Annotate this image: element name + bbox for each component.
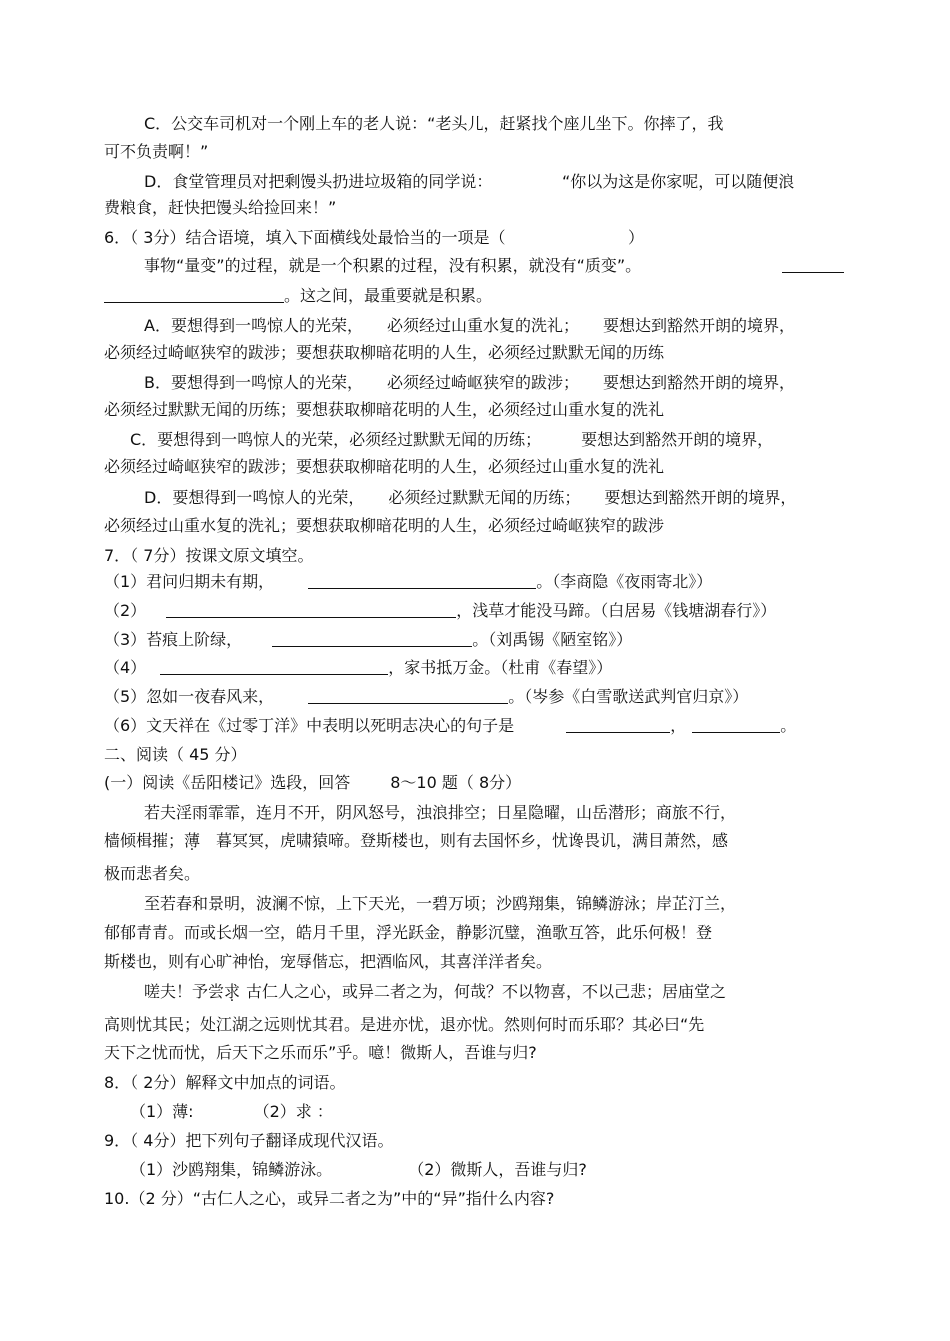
- question-6-option-b-line1: B．要想得到一鸣惊人的光荣， 必须经过崎岖狭窄的跋涉； 要想达到豁然开朗的境界，: [144, 373, 795, 392]
- question-5-option-d-line1b: “你以为这是你家呢，可以随便浪: [562, 172, 795, 191]
- passage-para-3-line3: 天下之忧而忧，后天下之乐而乐”乎。噫！微斯人，吾谁与归?: [104, 1043, 537, 1062]
- question-8-items: （1）薄: （2）求 ：: [130, 1102, 333, 1121]
- question-6-option-b-line2: 必须经过默默无闻的历练；要想获取柳暗花明的人生，必须经过山重水复的洗礼: [104, 400, 665, 419]
- passage-para-3-line1: 嗟夫！予尝求 古仁人之心，或异二者之为，何哉？不以物喜，不以己悲；居庙堂之: [144, 982, 727, 1001]
- passage-para-3-line2: 高则忧其民；处江湖之远则忧其君。是进亦忧，退亦忧。然则何时而乐耶？其必曰“先: [104, 1015, 705, 1034]
- question-5-option-c-line2: 可不负责啊！”: [104, 142, 209, 161]
- question-7-item-4: （4） ，家书抵万金。（杜甫《春望》）: [104, 658, 613, 677]
- passage-para-2-line1: 至若春和景明，波澜不惊，上下天光，一碧万顷；沙鸥翔集，锦鳞游泳；岸芷汀兰，: [144, 894, 737, 913]
- dotted-word-qiu: 求: [224, 982, 241, 1001]
- question-7-item-6: （6）文天祥在《过零丁洋》中表明以死明志决心的句子是 ， 。: [104, 716, 797, 735]
- answer-blank: [782, 256, 844, 276]
- question-7-item-2: （2） ，浅草才能没马蹄。（白居易《钱塘湖春行》）: [104, 601, 777, 620]
- question-6-heading: 6．（ 3分）结合语境，填入下面横线处最恰当的一项是（: [104, 228, 506, 247]
- answer-blank: [160, 658, 388, 675]
- question-5-option-d-line1a: D．食堂管理员对把剩馒头扔进垃圾箱的同学说：: [144, 172, 493, 191]
- question-7-item-5: （5）忽如一夜春风来， 。（岑参《白雪歌送武判官归京》）: [104, 687, 749, 706]
- question-5-option-c-line1: C．公交车司机对一个刚上车的老人说：“老头儿，赶紧找个座儿坐下。你摔了，我: [144, 114, 724, 133]
- question-6-option-a-line1: A．要想得到一鸣惊人的光荣， 必须经过山重水复的洗礼； 要想达到豁然开朗的境界，: [144, 316, 795, 335]
- question-8-heading: 8．（ 2分）解释文中加点的词语。: [104, 1073, 346, 1092]
- question-7-item-1: （1）君问归期未有期， 。（李商隐《夜雨寄北》）: [104, 572, 713, 591]
- question-9-items: （1）沙鸥翔集，锦鳞游泳。 （2）微斯人，吾谁与归?: [130, 1160, 587, 1179]
- answer-blank: [566, 716, 670, 733]
- question-6-option-c-line1: C．要想得到一鸣惊人的光荣，必须经过默默无闻的历练； 要想达到豁然开朗的境界，: [130, 430, 774, 449]
- answer-blank: [692, 716, 780, 733]
- passage-para-2-line2: 郁郁青青。而或长烟一空，皓月千里，浮光跃金，静影沉璧，渔歌互答，此乐何极！登: [104, 923, 713, 942]
- reading-1-heading: (一）阅读《岳阳楼记》选段，回答 8～10 题（ 8分）: [104, 773, 522, 792]
- question-6-option-d-line1: D．要想得到一鸣惊人的光荣， 必须经过默默无闻的历练； 要想达到豁然开朗的境界，: [144, 488, 797, 507]
- question-6-option-a-line2: 必须经过崎岖狭窄的跋涉；要想获取柳暗花明的人生，必须经过默默无闻的历练: [104, 343, 665, 362]
- question-7-heading: 7．（ 7分）按课文原文填空。: [104, 546, 314, 565]
- passage-para-1-line3: 极而悲者矣。: [104, 864, 201, 883]
- question-6-option-d-line2: 必须经过山重水复的洗礼；要想获取柳暗花明的人生，必须经过崎岖狭窄的跋涉: [104, 516, 665, 535]
- answer-blank: [308, 687, 508, 704]
- question-6-stem-tail: 。这之间，最重要就是积累。: [284, 286, 493, 305]
- question-6-stem: 事物“量变”的过程，就是一个积累的过程，没有积累，就没有“质变”。: [144, 256, 642, 275]
- dotted-word-bo: 薄: [184, 831, 201, 850]
- question-5-option-d-line2: 费粮食，赶快把馒头给捡回来！”: [104, 198, 337, 217]
- question-6-heading-close: ）: [628, 228, 645, 247]
- answer-blank: [308, 572, 536, 589]
- answer-blank: [272, 630, 472, 647]
- passage-para-1-line1: 若夫淫雨霏霏，连月不开，阴风怒号，浊浪排空；日星隐曜，山岳潜形；商旅不行，: [144, 803, 737, 822]
- question-9-heading: 9．（ 4分）把下列句子翻译成现代汉语。: [104, 1131, 394, 1150]
- section-2-heading: 二、阅读（ 45 分）: [104, 745, 247, 764]
- answer-blank: [104, 286, 284, 303]
- answer-blank: [166, 601, 456, 618]
- question-7-item-3: （3）苔痕上阶绿， 。（刘禹锡《陋室铭》）: [104, 630, 633, 649]
- passage-para-1-line2: 樯倾楫摧；薄 暮冥冥，虎啸猿啼。登斯楼也，则有去国怀乡，忧谗畏讥，满目萧然，感: [104, 831, 729, 850]
- passage-para-2-line3: 斯楼也，则有心旷神怡，宠辱偕忘，把酒临风，其喜洋洋者矣。: [104, 952, 553, 971]
- question-6-option-c-line2: 必须经过崎岖狭窄的跋涉；要想获取柳暗花明的人生，必须经过山重水复的洗礼: [104, 457, 665, 476]
- question-10-heading: 10.（2 分）“古仁人之心，或异二者之为”中的“异”指什么内容?: [104, 1189, 555, 1208]
- question-6-stem-line2: [104, 286, 492, 306]
